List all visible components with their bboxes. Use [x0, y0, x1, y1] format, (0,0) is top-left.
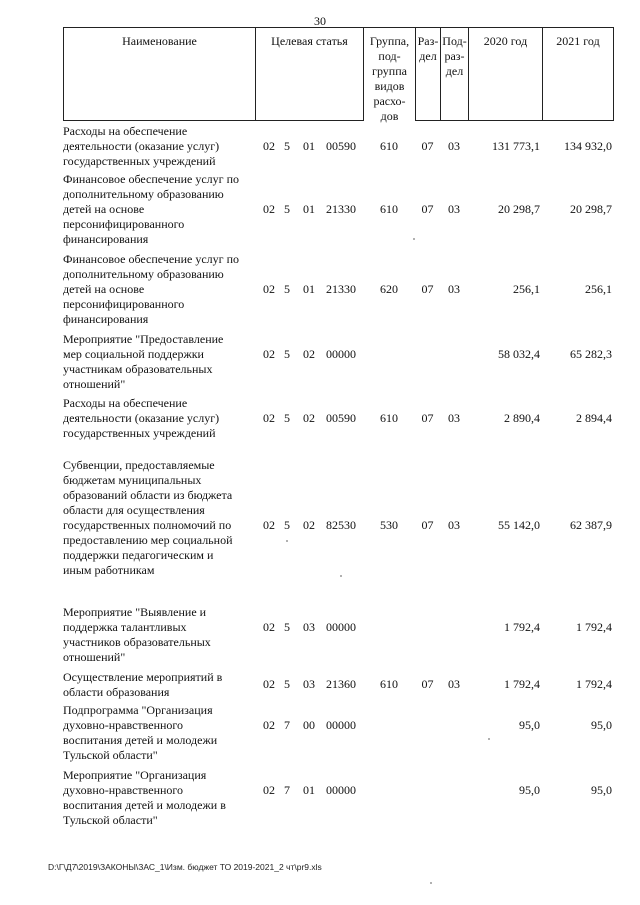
program-code: 02	[263, 718, 275, 732]
section-line: Раз-	[417, 34, 439, 48]
row-name-line: детей на основе	[63, 202, 145, 216]
scan-speck	[488, 738, 490, 740]
subprogram-code: 5	[284, 677, 290, 691]
amount-2020: 256,1	[513, 282, 540, 296]
group-line: расхо-	[373, 94, 406, 108]
scan-speck	[430, 882, 432, 884]
row-name-line: Подпрограмма "Организация	[63, 703, 213, 717]
row-name-line: государственных полномочий по	[63, 518, 232, 532]
amount-2020: 131 773,1	[492, 139, 540, 153]
expense-group: 610	[380, 677, 398, 691]
section-code: 07	[421, 411, 434, 425]
row-name-line: поддержки педагогическим и	[63, 548, 214, 562]
row-name	[63, 768, 253, 828]
event-code: 02	[303, 347, 315, 361]
program-code: 02	[263, 411, 275, 425]
section-line: дел	[419, 49, 437, 63]
amount-2020: 20 298,7	[498, 202, 540, 216]
amount-2021: 256,1	[585, 282, 612, 296]
group-line: видов	[374, 79, 405, 93]
amount-2021: 134 932,0	[564, 139, 612, 153]
direction-code: 00000	[326, 620, 356, 634]
expense-group: 530	[380, 518, 398, 532]
direction-code: 82530	[326, 518, 356, 532]
event-code: 03	[303, 620, 315, 634]
program-code: 02	[263, 139, 275, 153]
program-code: 02	[263, 347, 275, 361]
row-name-line: государственных учреждений	[63, 154, 216, 168]
row-name-line: Финансовое обеспечение услуг по	[63, 172, 239, 186]
header-section-label	[416, 28, 440, 64]
direction-code: 00590	[326, 139, 356, 153]
direction-code: 21330	[326, 202, 356, 216]
row-name-line: дополнительному образованию	[63, 187, 224, 201]
event-code: 02	[303, 411, 315, 425]
header-group	[363, 27, 415, 121]
row-name-line: деятельности (оказание услуг)	[63, 139, 220, 153]
row-name-line: воспитания детей и молодежи	[63, 733, 218, 747]
row-name-line: Расходы на обеспечение	[63, 396, 188, 410]
header-year-2020-label: 2020 год	[483, 34, 528, 48]
row-name-line: Мероприятие "Предоставление	[63, 332, 224, 346]
section-code: 07	[421, 139, 434, 153]
direction-code: 00000	[326, 718, 356, 732]
row-name-line: Осуществление мероприятий в	[63, 670, 223, 684]
row-name-line: Финансовое обеспечение услуг по	[63, 252, 239, 266]
amount-2021: 1 792,4	[576, 677, 612, 691]
row-name-line: Тульской области"	[63, 748, 158, 762]
row-name-line: области образования	[63, 685, 170, 699]
row-name-line: иным работникам	[63, 563, 155, 577]
subprogram-code: 5	[284, 518, 290, 532]
row-name	[63, 670, 253, 700]
subprogram-code: 5	[284, 139, 290, 153]
amount-2021: 95,0	[591, 783, 612, 797]
row-name-line: деятельности (оказание услуг)	[63, 411, 220, 425]
header-name	[63, 27, 255, 121]
row-name-line: детей на основе	[63, 282, 145, 296]
header-year-2021-label: 2021 год	[556, 34, 600, 48]
section-code: 07	[421, 677, 434, 691]
amount-2021: 2 894,4	[576, 411, 612, 425]
program-code: 02	[263, 783, 275, 797]
direction-code: 00590	[326, 411, 356, 425]
subprogram-code: 5	[284, 282, 290, 296]
amount-2021: 65 282,3	[570, 347, 612, 361]
row-name-line: воспитания детей и молодежи в	[63, 798, 226, 812]
row-name-line: поддержка талантливых	[63, 620, 187, 634]
row-name-line: Мероприятие "Организация	[63, 768, 207, 782]
program-code: 02	[263, 677, 275, 691]
row-name-line: Тульской области"	[63, 813, 158, 827]
event-code: 01	[303, 282, 315, 296]
subprogram-code: 5	[284, 347, 290, 361]
amount-2021: 20 298,7	[570, 202, 612, 216]
event-code: 00	[303, 718, 315, 732]
program-code: 02	[263, 282, 275, 296]
event-code: 01	[303, 783, 315, 797]
subprogram-code: 7	[284, 718, 290, 732]
subprogram-code: 5	[284, 620, 290, 634]
row-name-line: персонифицированного	[63, 297, 185, 311]
subsection-code: 03	[448, 139, 460, 153]
amount-2020: 58 032,4	[498, 347, 540, 361]
subsection-line: раз-	[444, 49, 465, 63]
subsection-code: 03	[448, 282, 460, 296]
section-code: 07	[421, 518, 434, 532]
file-path-footer: D:\Г\Д7\2019\ЗАКОНЫ\ЗАС_1\Изм. бюджет ТО 2019-2021_2 чт\pr9.xls	[48, 862, 322, 872]
group-line: под-	[378, 49, 401, 63]
header-group-label	[364, 28, 415, 124]
row-name-line: отношений"	[63, 377, 126, 391]
row-name-line: отношений"	[63, 650, 126, 664]
header-subsection	[440, 27, 468, 121]
scan-speck	[340, 575, 342, 577]
amount-2020: 95,0	[519, 718, 540, 732]
event-code: 01	[303, 139, 315, 153]
program-code: 02	[263, 518, 275, 532]
row-name-line: духовно-нравственного	[63, 718, 184, 732]
subprogram-code: 7	[284, 783, 290, 797]
amount-2020: 55 142,0	[498, 518, 540, 532]
row-name-line: финансирования	[63, 232, 149, 246]
expense-group: 620	[380, 282, 398, 296]
row-name-line: Мероприятие "Выявление и	[63, 605, 207, 619]
header-target-label: Целевая статья	[271, 34, 348, 48]
event-code: 02	[303, 518, 315, 532]
subprogram-code: 5	[284, 202, 290, 216]
scan-speck	[413, 238, 415, 240]
header-name-label: Наименование	[122, 34, 197, 48]
row-name-line: бюджетам муниципальных	[63, 473, 202, 487]
row-name-line: духовно-нравственного	[63, 783, 184, 797]
row-name	[63, 124, 253, 169]
row-name	[63, 458, 253, 578]
header-year-2020	[468, 27, 542, 121]
row-name-line: персонифицированного	[63, 217, 185, 231]
page-number: 30	[314, 14, 326, 28]
program-code: 02	[263, 620, 275, 634]
section-code: 07	[421, 282, 434, 296]
row-name-line: мер социальной поддержки	[63, 347, 204, 361]
program-code: 02	[263, 202, 275, 216]
subsection-line: дел	[445, 64, 464, 78]
amount-2020: 1 792,4	[504, 677, 540, 691]
amount-2020: 2 890,4	[504, 411, 540, 425]
header-target	[255, 27, 363, 121]
row-name-line: участников образовательных	[63, 635, 211, 649]
row-name	[63, 396, 253, 441]
amount-2020: 95,0	[519, 783, 540, 797]
direction-code: 00000	[326, 783, 356, 797]
amount-2021: 62 387,9	[570, 518, 612, 532]
row-name-line: Субвенции, предоставляемые	[63, 458, 215, 472]
row-name	[63, 172, 253, 247]
subsection-code: 03	[448, 518, 460, 532]
subsection-code: 03	[448, 411, 460, 425]
row-name	[63, 703, 253, 763]
row-name-line: участникам образовательных	[63, 362, 213, 376]
amount-2020: 1 792,4	[504, 620, 540, 634]
subprogram-code: 5	[284, 411, 290, 425]
subsection-line: Под-	[442, 34, 467, 48]
row-name	[63, 605, 253, 665]
expense-group: 610	[380, 139, 398, 153]
expense-group: 610	[380, 202, 398, 216]
row-name	[63, 332, 253, 392]
amount-2021: 95,0	[591, 718, 612, 732]
amount-2021: 1 792,4	[576, 620, 612, 634]
row-name-line: дополнительному образованию	[63, 267, 224, 281]
row-name-line: финансирования	[63, 312, 149, 326]
expense-group: 610	[380, 411, 398, 425]
group-line: группа	[372, 64, 407, 78]
direction-code: 21330	[326, 282, 356, 296]
subsection-code: 03	[448, 202, 460, 216]
row-name	[63, 252, 253, 327]
header-subsection-label	[441, 28, 468, 79]
row-name-line: предоставлению мер социальной	[63, 533, 233, 547]
row-name-line: государственных учреждений	[63, 426, 216, 440]
subsection-code: 03	[448, 677, 460, 691]
row-name-line: области для осуществления	[63, 503, 205, 517]
event-code: 03	[303, 677, 315, 691]
row-name-line: образований области из бюджета	[63, 488, 233, 502]
direction-code: 00000	[326, 347, 356, 361]
direction-code: 21360	[326, 677, 356, 691]
group-line: Группа,	[369, 34, 410, 48]
group-line: дов	[380, 109, 399, 123]
section-code: 07	[421, 202, 434, 216]
event-code: 01	[303, 202, 315, 216]
header-section	[415, 27, 440, 121]
row-name-line: Расходы на обеспечение	[63, 124, 188, 138]
scan-speck	[286, 540, 288, 542]
header-year-2021	[542, 27, 614, 121]
